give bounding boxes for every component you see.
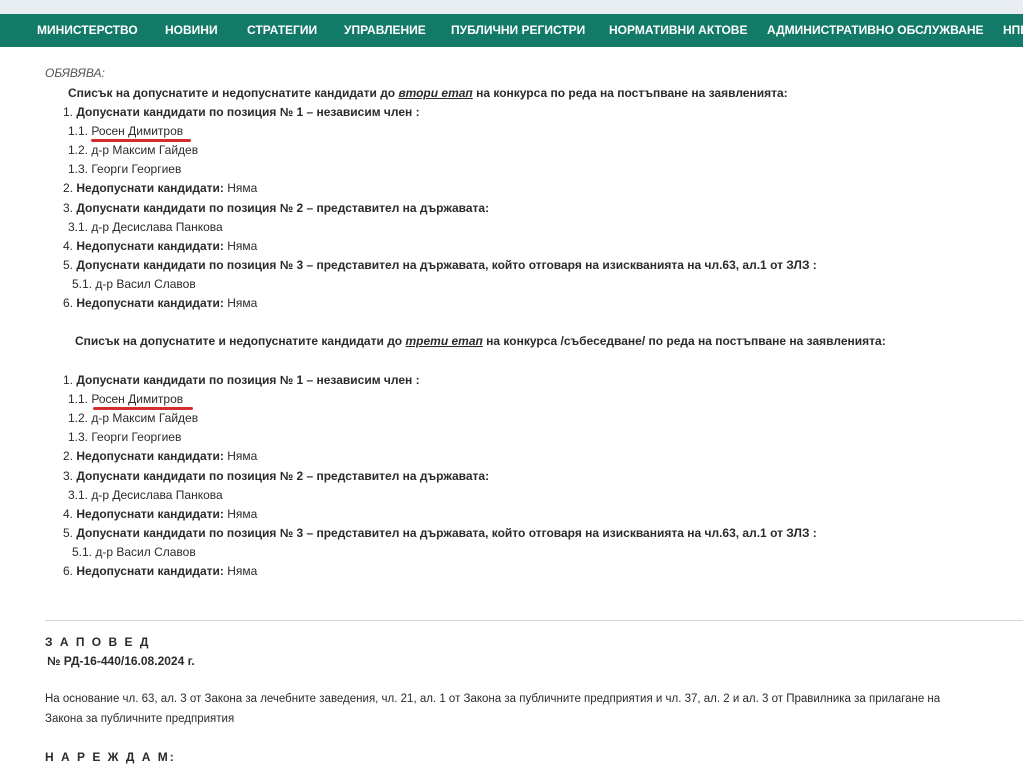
list-item: 5. Допуснати кандидати по позиция № 3 – представител на държавата, който отговаря на изискванията на чл.63, ал.1 от ЗЛЗ : bbox=[63, 526, 817, 540]
list-title-stage2: Списък на допуснатите и недопуснатите кандидати до втори етап на конкурса по реда на постъпване на заявленията: bbox=[68, 86, 788, 100]
list-item: 4. Недопуснати кандидати: Няма bbox=[63, 507, 258, 521]
list-item: 5. Допуснати кандидати по позиция № 3 – представител на държавата, който отговаря на изискванията на чл.63, ал.1 от ЗЛЗ : bbox=[63, 258, 817, 272]
candidate-item: 1.1. Росен Димитров bbox=[68, 392, 184, 406]
decree-heading: Н А Р Е Ж Д А М: bbox=[45, 750, 176, 764]
candidate-item: 1.3. Георги Георгиев bbox=[68, 162, 182, 176]
nav-item-admin-service[interactable]: АДМИНИСТРАТИВНО ОБСЛУЖВАНЕ bbox=[767, 23, 984, 37]
list-item: 3. Допуснати кандидати по позиция № 2 – представител на държавата: bbox=[63, 469, 490, 483]
list-item: 6. Недопуснати кандидати: Няма bbox=[63, 564, 258, 578]
candidate-item: 1.3. Георги Георгиев bbox=[68, 430, 182, 444]
nav-item-npv[interactable]: НПВ bbox=[1003, 23, 1029, 37]
list-title-stage3: Списък на допуснатите и недопуснатите кандидати до трети етап на конкурса /събеседване/ по реда на постъпване на заявленията: bbox=[75, 334, 886, 348]
nav-item-normative-acts[interactable]: НОРМАТИВНИ АКТОВЕ bbox=[609, 23, 748, 37]
order-heading: З А П О В Е Д bbox=[45, 635, 151, 649]
order-number: № РД-16-440/16.08.2024 г. bbox=[47, 654, 195, 668]
list-item: 3. Допуснати кандидати по позиция № 2 – представител на държавата: bbox=[63, 201, 490, 215]
candidate-item: 5.1. д-р Васил Славов bbox=[72, 545, 196, 559]
nav-item-news[interactable]: НОВИНИ bbox=[165, 23, 218, 37]
candidate-item: 1.2. д-р Максим Гайдев bbox=[68, 143, 199, 157]
candidate-item: 1.2. д-р Максим Гайдев bbox=[68, 411, 199, 425]
nav-item-ministry[interactable]: МИНИСТЕРСТВО bbox=[37, 23, 138, 37]
list-item: 1. Допуснати кандидати по позиция № 1 – независим член : bbox=[63, 105, 420, 119]
list-item: 6. Недопуснати кандидати: Няма bbox=[63, 296, 258, 310]
red-underline-mark bbox=[93, 407, 193, 410]
list-item: 2. Недопуснати кандидати: Няма bbox=[63, 181, 258, 195]
list-item: 4. Недопуснати кандидати: Няма bbox=[63, 239, 258, 253]
list-item: 1. Допуснати кандидати по позиция № 1 – независим член : bbox=[63, 373, 420, 387]
candidate-item: 3.1. д-р Десислава Панкова bbox=[68, 220, 223, 234]
nav-item-public-registers[interactable]: ПУБЛИЧНИ РЕГИСТРИ bbox=[451, 23, 586, 37]
candidate-item: 3.1. д-р Десислава Панкова bbox=[68, 488, 223, 502]
candidate-item: 1.1. Росен Димитров bbox=[68, 124, 184, 138]
nav-item-strategies[interactable]: СТРАТЕГИИ bbox=[247, 23, 318, 37]
order-basis-cont: Закона за публичните предприятия bbox=[45, 713, 235, 725]
announce-label: ОБЯВЯВА: bbox=[45, 66, 105, 80]
order-basis: На основание чл. 63, ал. 3 от Закона за лечебните заведения, чл. 21, ал. 1 от Закона за публичните предприятия и чл. 37, ал. 2 и ал. 3 от Правилника за прилагане на bbox=[45, 693, 941, 705]
candidate-item: 5.1. д-р Васил Славов bbox=[72, 277, 196, 291]
section-divider bbox=[45, 620, 1023, 621]
list-item: 2. Недопуснати кандидати: Няма bbox=[63, 449, 258, 463]
red-underline-mark bbox=[91, 139, 191, 142]
nav-item-management[interactable]: УПРАВЛЕНИЕ bbox=[344, 23, 426, 37]
